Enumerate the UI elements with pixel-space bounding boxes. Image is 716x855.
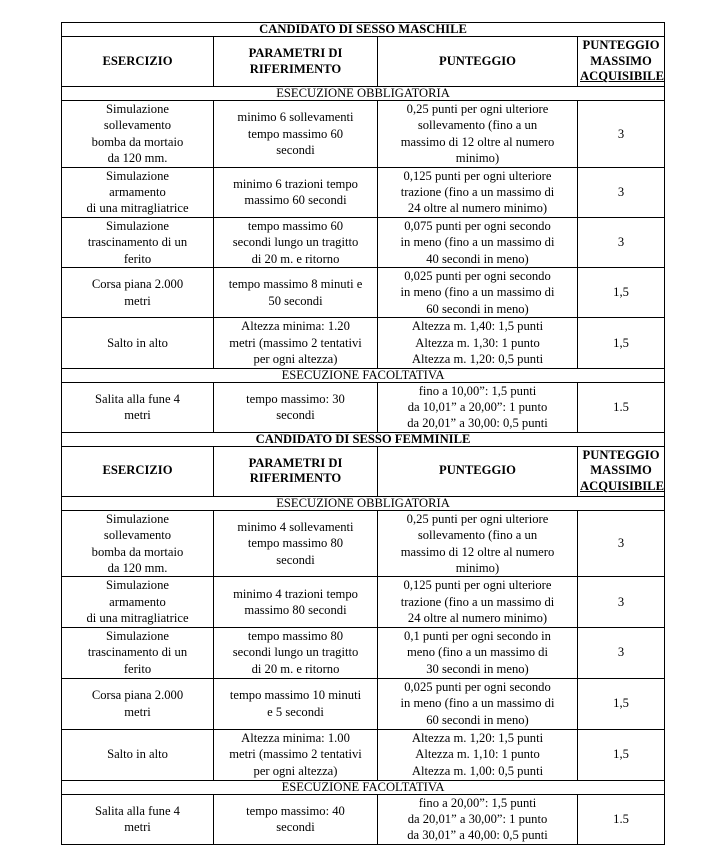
exercise-row [62, 101, 665, 168]
group-label: ESECUZIONE FACOLTATIVA [62, 780, 665, 794]
score-rule-line: 30 secondi in meno) [426, 661, 529, 676]
exercise-name-line: di una mitragliatrice [86, 201, 189, 216]
max-score: 1,5 [578, 268, 665, 318]
score-rule-line: 40 secondi in meno) [426, 251, 529, 266]
reference-parameters-line: minimo 6 sollevamenti [237, 110, 354, 125]
reference-parameters [214, 678, 378, 729]
score-rule-line: fino a 10,00”: 1,5 punti [418, 383, 537, 398]
exercise-row [62, 627, 665, 678]
exercise-name [62, 382, 214, 432]
exercise-name [62, 167, 214, 217]
score-rule-line: sollevamento (fino a un [417, 528, 538, 543]
reference-parameters-line: secondi [276, 552, 315, 567]
column-header-row [62, 37, 665, 87]
group-label: ESECUZIONE OBBLIGATORIA [62, 496, 665, 510]
reference-parameters-line: tempo massimo 8 minuti e [228, 277, 363, 292]
score-rule [378, 217, 578, 267]
exercise-name [62, 729, 214, 780]
score-rule-line: meno (fino a un massimo di [407, 645, 548, 660]
max-score: 1,5 [578, 678, 665, 729]
exercise-name-line: ferito [123, 661, 152, 676]
reference-parameters-line: di 20 m. e ritorno [251, 251, 340, 266]
header-punteggio-massimo-line: MASSIMO [590, 53, 652, 68]
group-row [62, 368, 665, 382]
max-score: 1.5 [578, 794, 665, 844]
reference-parameters-line: metri (massimo 2 tentativi [229, 747, 362, 762]
score-rule-line: 60 secondi in meno) [426, 712, 529, 727]
score-rule [378, 510, 578, 577]
reference-parameters-line: minimo 6 trazioni tempo [233, 176, 358, 191]
max-score: 1.5 [578, 382, 665, 432]
max-score: 1,5 [578, 318, 665, 368]
score-rule [378, 627, 578, 678]
score-rule-line: trazione (fino a un massimo di [400, 185, 555, 200]
exercise-name-line: Simulazione [106, 578, 169, 593]
header-punteggio-massimo-line: PUNTEGGIO [582, 38, 660, 53]
score-rule-line: minimo) [455, 560, 500, 575]
scoring-table [61, 22, 665, 845]
reference-parameters-line: tempo massimo 10 minuti [229, 688, 362, 703]
reference-parameters-line: minimo 4 sollevamenti [237, 519, 354, 534]
exercise-name-line: Corsa piana 2.000 [91, 688, 184, 703]
exercise-name-line: Simulazione [106, 168, 169, 183]
score-rule [378, 382, 578, 432]
scoring-table-body [62, 23, 665, 845]
max-score: 1,5 [578, 729, 665, 780]
score-rule-line: da 20,01” a 30,00”: 1 punto [407, 811, 548, 826]
reference-parameters-line: secondi [276, 408, 315, 423]
exercise-row [62, 318, 665, 368]
exercise-name-line: armamento [109, 185, 166, 200]
exercise-row [62, 577, 665, 627]
score-rule [378, 101, 578, 168]
exercise-name [62, 268, 214, 318]
score-rule-line: Altezza m. 1,20: 1,5 punti [411, 730, 544, 745]
exercise-row [62, 678, 665, 729]
reference-parameters-line: metri (massimo 2 tentativi [229, 335, 362, 350]
score-rule-line: sollevamento (fino a un [417, 118, 538, 133]
section-title-row [62, 432, 665, 446]
exercise-name-line: Salto in alto [107, 747, 168, 762]
score-rule-line: 0,025 punti per ogni secondo [404, 269, 551, 284]
reference-parameters [214, 729, 378, 780]
exercise-name-line: sollevamento [103, 118, 172, 133]
header-parametri [214, 37, 378, 87]
score-rule-line: minimo) [455, 151, 500, 166]
section-title-row [62, 23, 665, 37]
header-esercizio: ESERCIZIO [62, 446, 214, 496]
exercise-name-line: metri [124, 704, 151, 719]
header-parametri [214, 446, 378, 496]
reference-parameters-line: secondi [276, 143, 315, 158]
reference-parameters [214, 794, 378, 844]
reference-parameters [214, 217, 378, 267]
reference-parameters [214, 510, 378, 577]
max-score: 3 [578, 627, 665, 678]
exercise-name-line: trascinamento di un [87, 645, 188, 660]
reference-parameters-line: e 5 secondi [267, 704, 324, 719]
header-parametri-line: RIFERIMENTO [249, 471, 342, 486]
exercise-name-line: sollevamento [103, 528, 172, 543]
score-rule-line: 0,125 punti per ogni ulteriore [403, 578, 552, 593]
group-label: ESECUZIONE FACOLTATIVA [62, 368, 665, 382]
score-rule-line: massimo di 12 oltre al numero [400, 544, 555, 559]
reference-parameters [214, 101, 378, 168]
exercise-name-line: armamento [109, 594, 166, 609]
score-rule-line: 60 secondi in meno) [426, 301, 529, 316]
score-rule-line: da 20,01” a 30,00: 0,5 punti [407, 416, 548, 431]
score-rule [378, 318, 578, 368]
header-parametri-line: RIFERIMENTO [249, 61, 342, 76]
reference-parameters [214, 382, 378, 432]
score-rule-line: da 10,01” a 20,00”: 1 punto [407, 399, 548, 414]
reference-parameters [214, 167, 378, 217]
score-rule-line: 24 oltre al numero minimo) [407, 611, 548, 626]
group-row [62, 87, 665, 101]
exercise-name [62, 217, 214, 267]
max-score: 3 [578, 510, 665, 577]
score-rule-line: da 30,01” a 40,00: 0,5 punti [407, 828, 548, 843]
score-rule-line: 0,1 punti per ogni secondo in [404, 628, 551, 643]
exercise-row [62, 794, 665, 844]
exercise-name [62, 678, 214, 729]
exercise-name-line: trascinamento di un [87, 235, 188, 250]
reference-parameters-line: tempo massimo 60 [247, 126, 344, 141]
score-rule-line: massimo di 12 oltre al numero [400, 134, 555, 149]
group-row [62, 496, 665, 510]
exercise-name-line: Salita alla fune 4 [95, 391, 180, 406]
reference-parameters-line: secondi [276, 820, 315, 835]
exercise-name-line: Corsa piana 2.000 [91, 277, 184, 292]
exercise-name-line: ferito [123, 251, 152, 266]
exercise-name [62, 510, 214, 577]
header-punteggio-massimo-line: MASSIMO [590, 463, 652, 478]
reference-parameters [214, 577, 378, 627]
score-rule-line: Altezza m. 1,30: 1 punto [415, 335, 540, 350]
reference-parameters [214, 268, 378, 318]
exercise-name-line: Simulazione [106, 102, 169, 116]
score-rule-line: in meno (fino a un massimo di [400, 235, 555, 250]
header-parametri-line: PARAMETRI DI [248, 455, 343, 470]
score-rule-line: Altezza m. 1,00: 0,5 punti [411, 763, 544, 778]
reference-parameters-line: massimo 80 secondi [244, 602, 347, 617]
reference-parameters-line: Altezza minima: 1.00 [241, 730, 350, 745]
exercise-name-line: bomba da mortaio [91, 544, 184, 559]
score-rule [378, 268, 578, 318]
reference-parameters-line: secondi lungo un tragitto [232, 645, 359, 660]
score-rule-line: Altezza m. 1,40: 1,5 punti [411, 319, 544, 334]
exercise-name [62, 794, 214, 844]
score-rule [378, 678, 578, 729]
reference-parameters-line: tempo massimo 60 [247, 218, 344, 233]
header-parametri-line: PARAMETRI DI [248, 46, 343, 60]
reference-parameters-line: tempo massimo 80 [247, 628, 344, 643]
section-title: CANDIDATO DI SESSO FEMMINILE [62, 432, 665, 446]
score-rule-line: 0,075 punti per ogni secondo [404, 218, 551, 233]
reference-parameters-line: di 20 m. e ritorno [251, 661, 340, 676]
score-rule-line: 0,025 punti per ogni secondo [404, 679, 551, 694]
reference-parameters [214, 627, 378, 678]
exercise-name-line: Simulazione [106, 218, 169, 233]
header-esercizio: ESERCIZIO [62, 37, 214, 87]
exercise-row [62, 217, 665, 267]
header-punteggio-massimo-line: ACQUISIBILE [580, 478, 664, 493]
score-rule-line: 0,25 punti per ogni ulteriore [406, 102, 549, 116]
exercise-name-line: da 120 mm. [107, 560, 168, 575]
header-punteggio-massimo-line: PUNTEGGIO [582, 447, 660, 462]
score-rule-line: in meno (fino a un massimo di [400, 696, 555, 711]
max-score: 3 [578, 167, 665, 217]
exercise-name [62, 318, 214, 368]
score-rule [378, 167, 578, 217]
reference-parameters-line: secondi lungo un tragitto [232, 235, 359, 250]
exercise-name-line: Salto in alto [107, 335, 168, 350]
group-row [62, 780, 665, 794]
exercise-name [62, 101, 214, 168]
group-label: ESECUZIONE OBBLIGATORIA [62, 87, 665, 101]
score-rule-line: trazione (fino a un massimo di [400, 594, 555, 609]
reference-parameters-line: tempo massimo 80 [247, 536, 344, 551]
header-punteggio-massimo [578, 37, 665, 87]
score-rule-line: Altezza m. 1,20: 0,5 punti [411, 352, 544, 367]
score-rule [378, 794, 578, 844]
header-punteggio: PUNTEGGIO [378, 446, 578, 496]
exercise-name-line: di una mitragliatrice [86, 611, 189, 626]
exercise-name-line: metri [124, 293, 151, 308]
exercise-name-line: metri [124, 820, 151, 835]
reference-parameters-line: massimo 60 secondi [244, 193, 347, 208]
score-rule [378, 729, 578, 780]
exercise-name-line: Salita alla fune 4 [95, 803, 180, 818]
reference-parameters-line: tempo massimo: 30 [246, 391, 345, 406]
section-title: CANDIDATO DI SESSO MASCHILE [62, 23, 665, 37]
exercise-name [62, 627, 214, 678]
exercise-row [62, 510, 665, 577]
score-rule-line: 0,25 punti per ogni ulteriore [406, 511, 549, 526]
max-score: 3 [578, 577, 665, 627]
reference-parameters-line: tempo massimo: 40 [246, 803, 345, 818]
exercise-row [62, 382, 665, 432]
reference-parameters [214, 318, 378, 368]
exercise-row [62, 167, 665, 217]
exercise-name-line: Simulazione [106, 628, 169, 643]
reference-parameters-line: per ogni altezza) [253, 352, 338, 367]
header-punteggio-massimo-line: ACQUISIBILE [580, 69, 664, 84]
reference-parameters-line: per ogni altezza) [253, 763, 338, 778]
exercise-name-line: metri [124, 408, 151, 423]
exercise-name-line: da 120 mm. [107, 151, 168, 166]
max-score: 3 [578, 101, 665, 168]
score-rule [378, 577, 578, 627]
score-rule-line: Altezza m. 1,10: 1 punto [415, 747, 540, 762]
max-score: 3 [578, 217, 665, 267]
exercise-name [62, 577, 214, 627]
reference-parameters-line: minimo 4 trazioni tempo [233, 586, 358, 601]
score-rule-line: 0,125 punti per ogni ulteriore [403, 168, 552, 183]
exercise-row [62, 729, 665, 780]
exercise-name-line: Simulazione [106, 511, 169, 526]
score-rule-line: fino a 20,00”: 1,5 punti [418, 795, 537, 810]
exercise-row [62, 268, 665, 318]
header-punteggio: PUNTEGGIO [378, 37, 578, 87]
reference-parameters-line: 50 secondi [268, 293, 323, 308]
exercise-name-line: bomba da mortaio [91, 134, 184, 149]
score-rule-line: 24 oltre al numero minimo) [407, 201, 548, 216]
reference-parameters-line: Altezza minima: 1.20 [241, 319, 350, 334]
header-punteggio-massimo [578, 446, 665, 496]
score-rule-line: in meno (fino a un massimo di [400, 285, 555, 300]
column-header-row [62, 446, 665, 496]
